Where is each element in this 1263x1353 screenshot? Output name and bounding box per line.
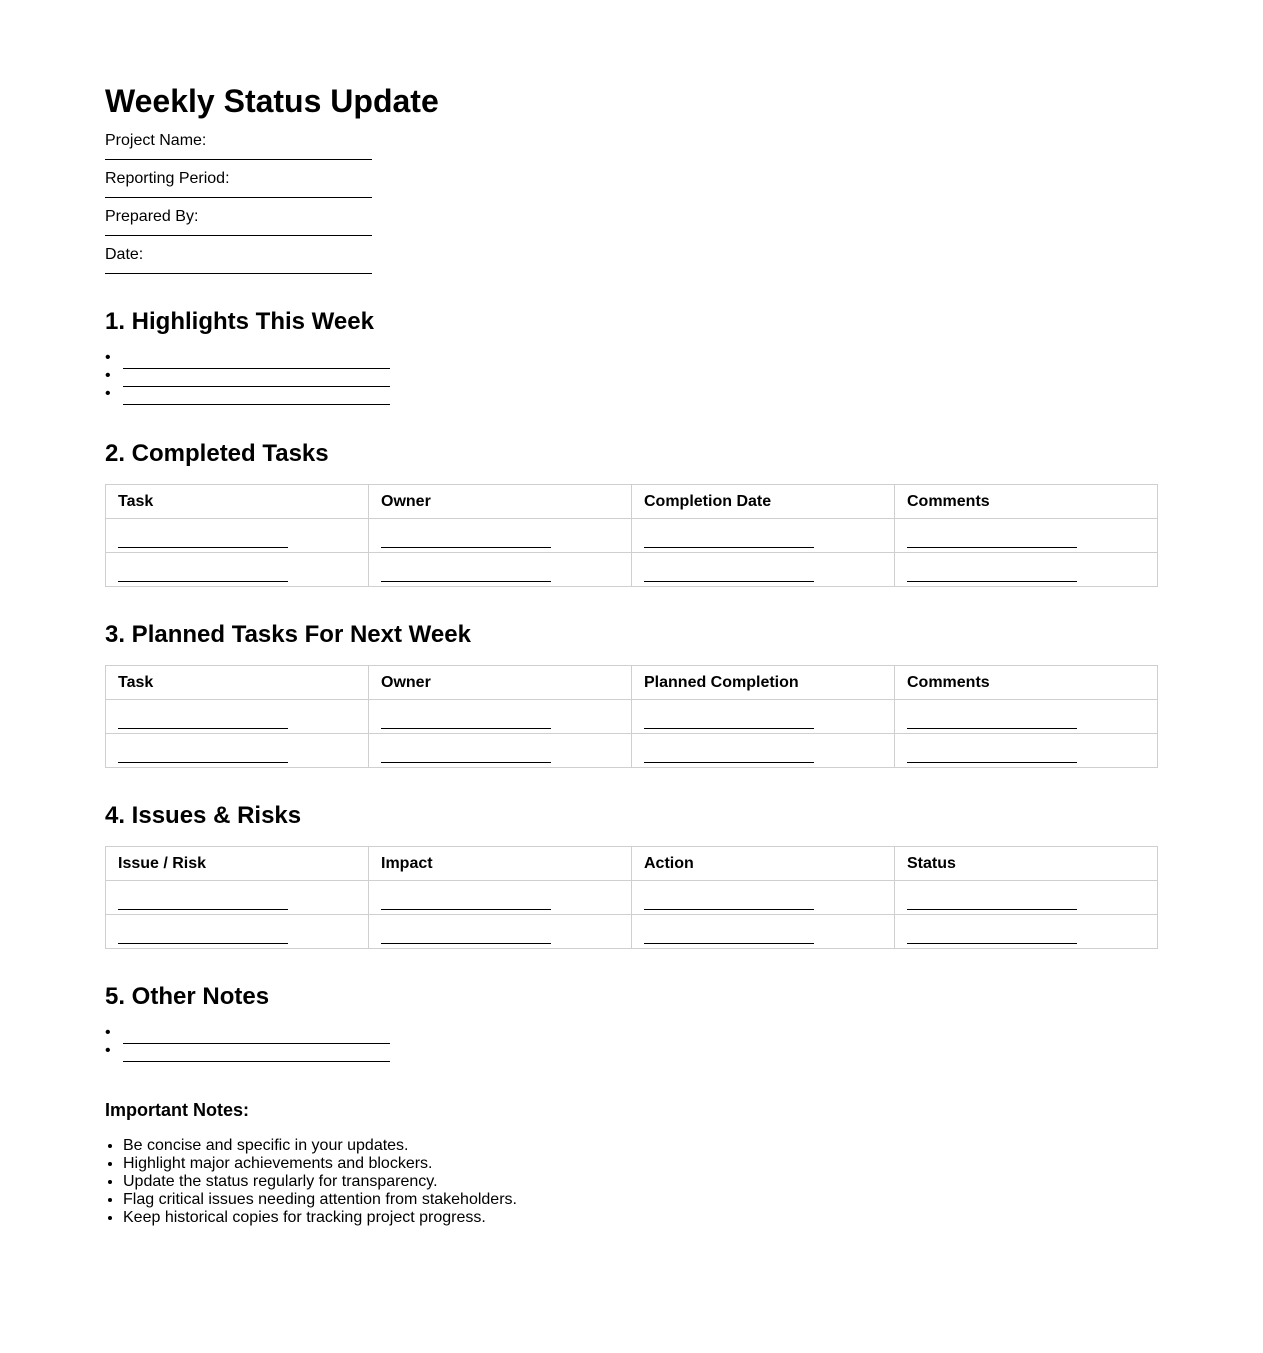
column-header-action: Action: [632, 847, 895, 881]
highlight-blank-line[interactable]: [123, 352, 390, 369]
blank-line[interactable]: [381, 523, 551, 548]
other-notes-heading: 5. Other Notes: [105, 983, 270, 1010]
highlight-blank-line[interactable]: [123, 388, 390, 405]
highlights-heading: 1. Highlights This Week: [105, 308, 374, 335]
highlight-item: [105, 385, 1158, 406]
blank-line[interactable]: [118, 738, 288, 763]
meta-fields: [105, 132, 1158, 274]
issues-risks-heading: 4. Issues & Risks: [105, 802, 302, 829]
table-cell: [895, 881, 1158, 915]
prepared-by-field[interactable]: Prepared By:: [105, 208, 372, 236]
reporting-period-field[interactable]: Reporting Period:: [105, 170, 372, 198]
note-blank-line[interactable]: [123, 1027, 390, 1044]
highlight-blank-line[interactable]: [123, 370, 390, 387]
blank-line[interactable]: [907, 919, 1077, 944]
page-title: Weekly Status Update: [105, 83, 439, 119]
table-cell: [895, 734, 1158, 768]
completed-tasks-table: [105, 484, 1158, 587]
project-name-field[interactable]: Project Name:: [105, 132, 372, 160]
bullet-icon: •: [105, 385, 111, 402]
blank-line[interactable]: [907, 885, 1077, 910]
column-header-task: Task: [106, 485, 369, 519]
important-notes-list: [105, 1137, 1158, 1227]
table-cell: [632, 700, 895, 734]
bullet-icon: •: [105, 367, 111, 384]
list-item: • Keep historical copies for tracking project progress.: [123, 1209, 1158, 1227]
list-item: • Be concise and specific in your updates.: [123, 1137, 1158, 1155]
column-header-status: Status: [895, 847, 1158, 881]
column-header-issue-risk: Issue / Risk: [106, 847, 369, 881]
table-cell: [895, 915, 1158, 949]
table-cell: [106, 519, 369, 553]
blank-line[interactable]: [644, 919, 814, 944]
table-cell: [369, 700, 632, 734]
blank-line[interactable]: [907, 704, 1077, 729]
table-cell: [106, 734, 369, 768]
table-cell: [106, 553, 369, 587]
blank-line[interactable]: [381, 738, 551, 763]
table-cell: [369, 519, 632, 553]
blank-line[interactable]: [644, 557, 814, 582]
list-item: • Flag critical issues needing attention from stakeholders.: [123, 1191, 1158, 1209]
table-cell: [369, 553, 632, 587]
important-notes-heading: Important Notes:: [105, 1100, 249, 1120]
blank-line[interactable]: [907, 557, 1077, 582]
blank-line[interactable]: [118, 523, 288, 548]
blank-line[interactable]: [381, 557, 551, 582]
table-row: [106, 915, 1158, 949]
blank-line[interactable]: [644, 738, 814, 763]
blank-line[interactable]: [907, 738, 1077, 763]
table-cell: [632, 881, 895, 915]
highlights-section: [105, 308, 1158, 406]
table-cell: [106, 700, 369, 734]
column-header-comments: Comments: [895, 666, 1158, 700]
bullet-icon: •: [105, 349, 111, 366]
other-notes-section: [105, 983, 1158, 1063]
table-cell: [106, 915, 369, 949]
table-header-row: [106, 847, 1158, 881]
completed-tasks-heading: 2. Completed Tasks: [105, 440, 329, 467]
table-row: [106, 881, 1158, 915]
column-header-comments: Comments: [895, 485, 1158, 519]
highlight-item: [105, 367, 1158, 388]
blank-line[interactable]: [644, 885, 814, 910]
bullet-icon: •: [105, 1042, 111, 1059]
table-row: [106, 553, 1158, 587]
table-cell: [632, 553, 895, 587]
note-item: [105, 1042, 1158, 1063]
table-cell: [895, 519, 1158, 553]
table-row: [106, 519, 1158, 553]
issues-risks-table: [105, 846, 1158, 949]
blank-line[interactable]: [644, 523, 814, 548]
column-header-owner: Owner: [369, 485, 632, 519]
table-cell: [632, 519, 895, 553]
table-cell: [632, 915, 895, 949]
highlights-list: [105, 349, 1158, 406]
column-header-planned-completion: Planned Completion: [632, 666, 895, 700]
note-blank-line[interactable]: [123, 1045, 390, 1062]
table-cell: [369, 734, 632, 768]
blank-line[interactable]: [118, 557, 288, 582]
table-row: [106, 700, 1158, 734]
blank-line[interactable]: [381, 919, 551, 944]
blank-line[interactable]: [118, 704, 288, 729]
table-row: [106, 734, 1158, 768]
issues-risks-section: [105, 802, 1158, 949]
highlight-item: [105, 349, 1158, 370]
note-item: [105, 1024, 1158, 1045]
table-header-row: [106, 485, 1158, 519]
blank-line[interactable]: [381, 885, 551, 910]
completed-tasks-section: [105, 440, 1158, 587]
table-cell: [369, 915, 632, 949]
list-item: • Highlight major achievements and blockers.: [123, 1155, 1158, 1173]
table-cell: [632, 734, 895, 768]
planned-tasks-heading: 3. Planned Tasks For Next Week: [105, 621, 471, 648]
list-item: • Update the status regularly for transparency.: [123, 1173, 1158, 1191]
table-cell: [106, 881, 369, 915]
blank-line[interactable]: [118, 885, 288, 910]
column-header-task: Task: [106, 666, 369, 700]
column-header-owner: Owner: [369, 666, 632, 700]
blank-line[interactable]: [381, 704, 551, 729]
blank-line[interactable]: [644, 704, 814, 729]
column-header-impact: Impact: [369, 847, 632, 881]
table-cell: [369, 881, 632, 915]
bullet-icon: •: [105, 1024, 111, 1041]
planned-tasks-table: [105, 665, 1158, 768]
table-cell: [895, 553, 1158, 587]
column-header-completion-date: Completion Date: [632, 485, 895, 519]
table-header-row: [106, 666, 1158, 700]
important-notes-section: [105, 1099, 1158, 1227]
table-cell: [895, 700, 1158, 734]
blank-line[interactable]: [907, 523, 1077, 548]
planned-tasks-section: [105, 621, 1158, 768]
other-notes-list: [105, 1024, 1158, 1063]
date-field[interactable]: Date:: [105, 246, 372, 274]
blank-line[interactable]: [118, 919, 288, 944]
